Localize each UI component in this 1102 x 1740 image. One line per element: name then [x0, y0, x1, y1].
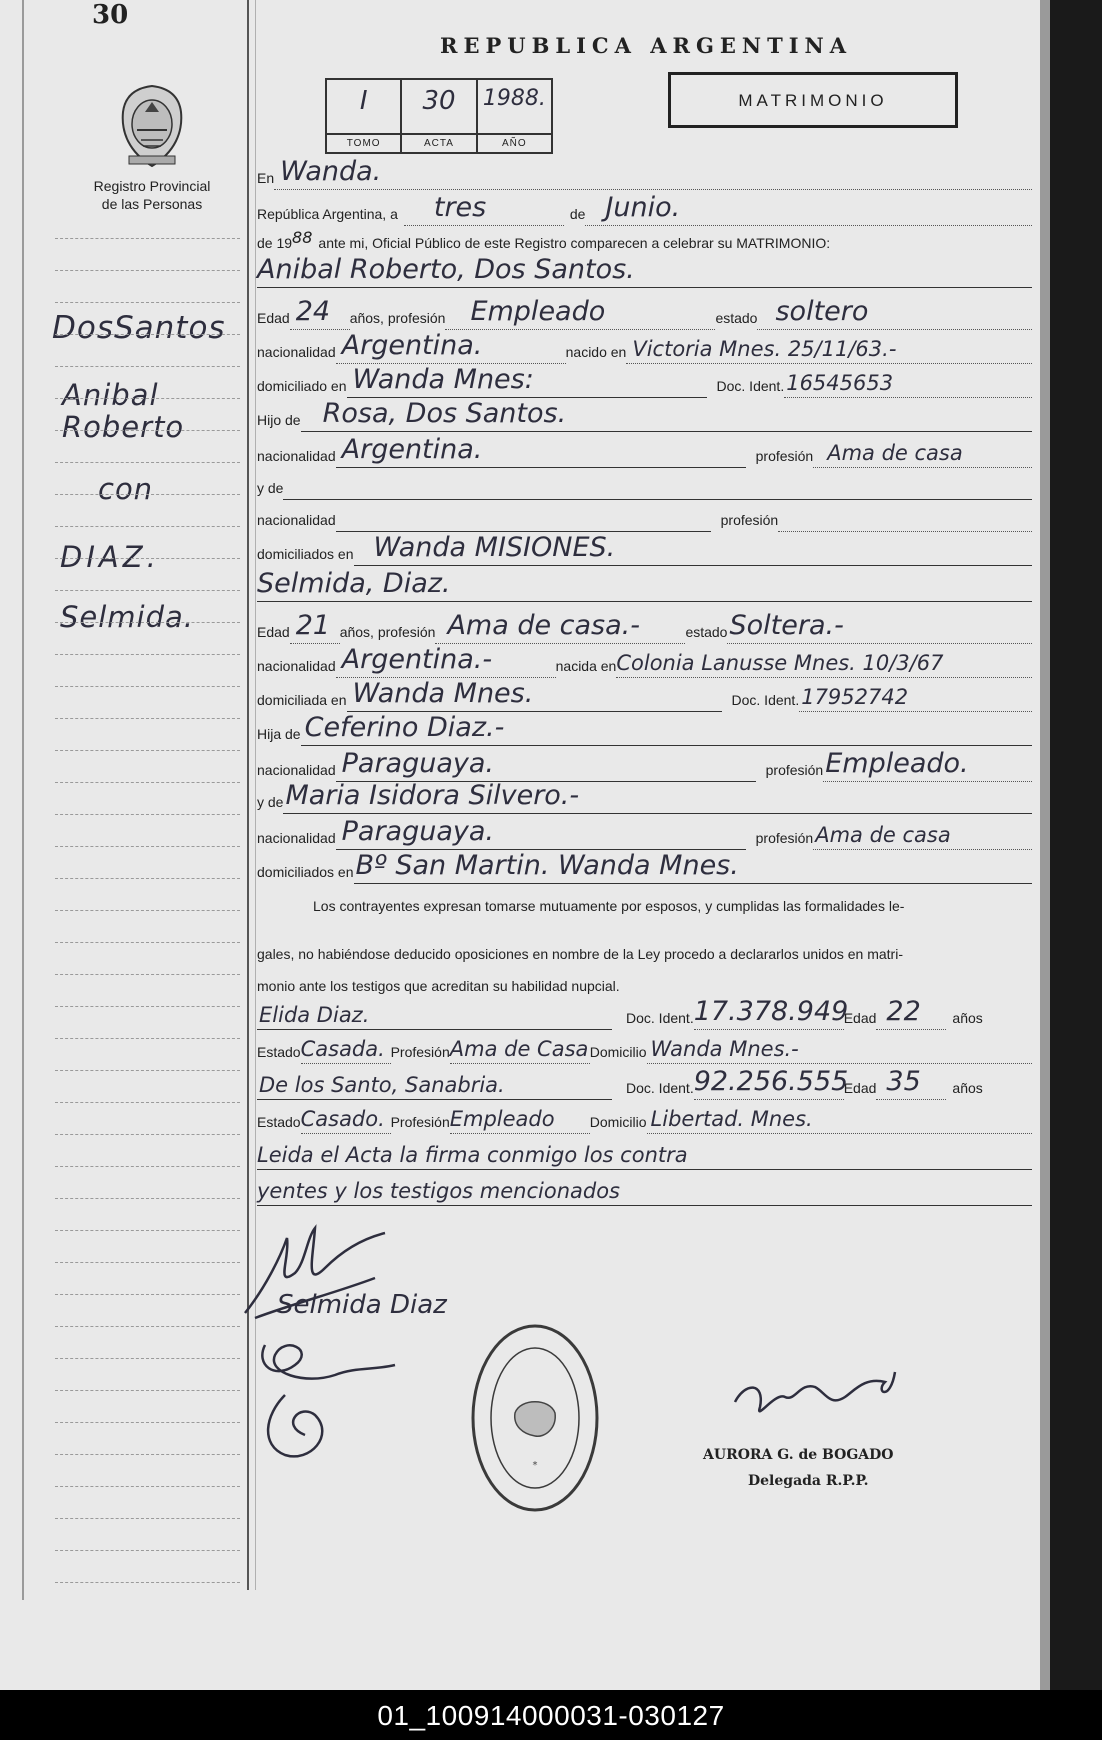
margin-note-surname: DosSantos [52, 310, 226, 346]
margin-note-given-2: Roberto [62, 410, 185, 444]
groom-parent2-nat-label: nacionalidad [257, 512, 336, 528]
witness1-age: 22 [886, 996, 921, 1027]
closing-note-line2: yentes y los testigos mencionados [257, 1179, 620, 1203]
groom-hijo-label: Hijo de [257, 412, 301, 428]
closing-note-line1: Leida el Acta la firma conmigo los contra [257, 1143, 688, 1167]
ano-value: 1988. [482, 86, 546, 111]
witness2-residence-field [647, 1104, 1032, 1134]
bride-anos-label: años, profesión [339, 624, 436, 640]
bride-age: 21 [295, 610, 331, 641]
place-row [257, 156, 1032, 190]
bride-father-nationality: Paraguaya. [341, 748, 495, 779]
groom-domiciliado-label: domiciliado en [257, 378, 347, 394]
certificate-form [255, 0, 1035, 1600]
margin-rule-line [55, 398, 240, 399]
bride-estado-label: estado [685, 624, 728, 640]
witness2-edad-label: Edad [843, 1080, 877, 1096]
groom-nacido-label: nacido en [565, 344, 627, 360]
year-prefix: de 19 [257, 235, 293, 251]
act-type-box: MATRIMONIO [668, 72, 958, 128]
bride-father-row [257, 712, 1032, 746]
groom-parent2-prof-field [778, 502, 1032, 532]
witness1-occupation: Ama de Casa [449, 1037, 589, 1061]
groom-father-row [257, 398, 1032, 432]
place-value: Wanda. [280, 156, 382, 187]
margin-rule-line [55, 1262, 240, 1263]
witness2-profesion-label: Profesión [390, 1114, 450, 1130]
witness1-estado-label: Estado [257, 1044, 301, 1060]
witness2-status: Casado. [300, 1107, 385, 1131]
declaration-line3: monio ante los testigos que acreditan su habilidad nupcial. [257, 978, 620, 994]
groom-parent2-nat-row [257, 502, 1032, 532]
witness2-anos-label: años [952, 1080, 983, 1096]
groom-estado-label: estado [715, 310, 758, 326]
bride-mother-row [257, 780, 1032, 814]
bride-edad-label: Edad [257, 624, 290, 640]
bride-domiciliada-label: domiciliada en [257, 692, 347, 708]
registry-label-line1: Registro Provincial [93, 178, 211, 194]
margin-rule-line [55, 1390, 240, 1391]
appearance-text: ante mi, Oficial Público de este Registro comparecen a celebrar su MATRIMONIO: [318, 235, 831, 251]
groom-parent1-occupation: Ama de casa [827, 441, 963, 465]
margin-rule-line [55, 270, 240, 271]
day-value: tres [433, 192, 487, 223]
bride-nationality-field [336, 644, 556, 678]
groom-age-row [257, 296, 1032, 330]
witness2-estado-label: Estado [257, 1114, 301, 1130]
registry-label [72, 177, 232, 213]
witness1-anos-label: años [952, 1010, 983, 1026]
bride-nacida-label: nacida en [555, 658, 617, 674]
margin-rule-line [55, 1294, 240, 1295]
margin-note-bride-surname: DIAZ. [60, 540, 160, 574]
year-suffix: 88 [292, 228, 313, 247]
margin-rule-line [55, 302, 240, 303]
ano-label: AÑO [478, 133, 551, 152]
official-name: AURORA G. de BOGADO [703, 1447, 894, 1463]
margin-rule-line [55, 814, 240, 815]
margin-rule-line [55, 622, 240, 623]
groom-name: Anibal Roberto, Dos Santos. [257, 254, 635, 285]
bride-name-row [257, 568, 1032, 602]
margin-rule-line [55, 462, 240, 463]
month-value: Junio. [605, 192, 681, 223]
declaration-line1: Los contrayentes expresan tomarse mutuamente por esposos, y cumplidas las formalidades le- [313, 898, 905, 914]
margin-rule-line [55, 430, 240, 431]
groom-doc-label: Doc. Ident. [716, 378, 785, 394]
groom-parent2-nat-field [336, 502, 711, 532]
tomo-cell [327, 80, 402, 152]
bride-residence-row [257, 678, 1032, 712]
bride-residence: Wanda Mnes. [352, 678, 534, 709]
tomo-value: I [359, 86, 368, 116]
margin-rule-line [55, 942, 240, 943]
witness2-domicilio-label: Domicilio [589, 1114, 647, 1130]
en-label: En [257, 170, 275, 186]
bride-doc: 17952742 [801, 685, 909, 709]
margin-rule-line [55, 1134, 240, 1135]
bride-mother-nat-row [257, 816, 1032, 850]
groom-parent2-row [257, 470, 1032, 500]
groom-age-field [290, 296, 350, 330]
tomo-label: TOMO [327, 133, 400, 152]
margin-note-given-1: Anibal [62, 378, 159, 412]
witness2-name-field [257, 1070, 612, 1100]
closing-note-line2-field [257, 1176, 1032, 1206]
closing-note-row2 [257, 1176, 1032, 1206]
witness2-detail-row [257, 1104, 1032, 1134]
margin-rule-line [55, 974, 240, 975]
groom-parent1-nat-label: nacionalidad [257, 448, 336, 464]
witness2-age-field [876, 1066, 946, 1100]
witness1-doc-field [693, 996, 849, 1030]
bride-occupation-field [435, 610, 685, 644]
svg-text:*: * [532, 1460, 538, 1471]
margin-note-connector: con [98, 472, 154, 506]
witness2-occupation: Empleado [449, 1107, 555, 1131]
bride-mother-nationality: Paraguaya. [341, 816, 495, 847]
bride-father-nat-field [336, 748, 756, 782]
groom-anos-label: años, profesión [349, 310, 446, 326]
acta-value: 30 [422, 86, 456, 116]
groom-residence-field [347, 364, 707, 398]
margin-rule-line [55, 718, 240, 719]
bride-father-prof-label: profesión [765, 762, 824, 778]
margin-rule-line [55, 1486, 240, 1487]
bride-father-occupation: Empleado. [825, 748, 969, 779]
groom-parents-residence: Wanda MISIONES. [373, 532, 616, 563]
groom-status-field [757, 296, 1032, 330]
groom-nationality-field [336, 330, 566, 364]
margin-rule-line [55, 878, 240, 879]
witness1-name-field [257, 1000, 612, 1030]
registration-box [325, 78, 553, 154]
bride-doc-label: Doc. Ident. [731, 692, 800, 708]
witness1-domicilio-label: Domicilio [589, 1044, 647, 1060]
witness2-occupation-field [450, 1104, 590, 1134]
groom-name-row [257, 254, 1032, 288]
witness1-profesion-label: Profesión [390, 1044, 450, 1060]
bride-name-field [257, 568, 1032, 602]
margin-rule-line [55, 238, 240, 239]
bride-nationality: Argentina.- [341, 644, 493, 675]
date-row [257, 192, 1032, 226]
groom-parent1-prof-label: profesión [755, 448, 814, 464]
bride-father-field [301, 712, 1032, 746]
groom-father-field [301, 398, 1032, 432]
bride-mother-field [283, 780, 1032, 814]
witness2-doc: 92.256.555 [693, 1066, 849, 1097]
bride-father-prof-field [823, 748, 1032, 782]
witness1-name: Elida Diaz. [259, 1003, 370, 1027]
groom-residence-row [257, 364, 1032, 398]
margin-rule-line [55, 1102, 240, 1103]
margin-rule-line [55, 1006, 240, 1007]
margin-rule-line [55, 526, 240, 527]
margin-rule-line [55, 846, 240, 847]
bride-status: Soltera.- [729, 610, 844, 641]
bride-parents-residence-row [257, 850, 1032, 884]
groom-nacionalidad-label: nacionalidad [257, 344, 336, 360]
bride-father-nat-label: nacionalidad [257, 762, 336, 778]
bride-status-field [727, 610, 1032, 644]
witness1-age-field [876, 996, 946, 1030]
witness2-age: 35 [886, 1066, 921, 1097]
margin-rule-line [55, 494, 240, 495]
witness2-name: De los Santo, Sanabria. [259, 1073, 505, 1097]
bride-nacionalidad-label: nacionalidad [257, 658, 336, 674]
groom-nationality-row [257, 330, 1032, 364]
coat-of-arms-icon [115, 82, 189, 170]
witness2-status-field [301, 1104, 391, 1134]
bride-nationality-row [257, 644, 1032, 678]
de-label: de [569, 206, 586, 222]
bride-signature: Selmida Diaz [277, 1290, 447, 1320]
registry-label-line2: de las Personas [101, 196, 203, 212]
year-row [257, 228, 1032, 255]
page-number: 30 [92, 0, 129, 30]
margin-rule-line [55, 1166, 240, 1167]
margin-rule-line [55, 590, 240, 591]
bride-mother-prof-field [813, 820, 1032, 850]
official-signature-icon [725, 1352, 905, 1432]
groom-residence: Wanda Mnes: [352, 364, 534, 395]
margin-rule-line [55, 1038, 240, 1039]
bride-birth: Colonia Lanusse Mnes. 10/3/67 [616, 651, 944, 675]
margin-rule-line [55, 1326, 240, 1327]
groom-birth-field [626, 334, 1032, 364]
official-title: Delegada R.P.P. [748, 1473, 869, 1489]
bride-occupation: Ama de casa.- [447, 610, 640, 641]
bride-doc-field [799, 682, 1032, 712]
acta-cell [402, 80, 477, 152]
groom-doc: 16545653 [786, 371, 894, 395]
declaration-line2: gales, no habiéndose deducido oposiciones en nombre de la Ley procedo a declararlos unidos en matri- [257, 946, 903, 962]
groom-birth: Victoria Mnes. 25/11/63.- [632, 337, 897, 361]
witness1-occupation-field [450, 1034, 590, 1064]
groom-status: soltero [775, 296, 869, 327]
margin-rule-line [55, 1582, 240, 1583]
margin-rule-line [55, 558, 240, 559]
groom-parents-residence-row [257, 532, 1032, 566]
bride-mother-prof-label: profesión [755, 830, 814, 846]
groom-doc-field [784, 368, 1032, 398]
margin-rule-line [55, 686, 240, 687]
month-field [585, 192, 1032, 226]
bride-mother: Maria Isidora Silvero.- [285, 780, 580, 811]
witness-signatures-icon [245, 1325, 425, 1465]
bride-y-de-label: y de [257, 794, 284, 810]
margin-rule-line [55, 334, 240, 335]
closing-note-row1 [257, 1140, 1032, 1170]
day-field [404, 192, 564, 226]
witness1-edad-label: Edad [843, 1010, 877, 1026]
margin-rule-line [55, 1518, 240, 1519]
bride-birth-field [616, 648, 1032, 678]
republica-label: República Argentina, a [257, 206, 398, 222]
margin-rule-line [55, 654, 240, 655]
bride-age-field [290, 610, 340, 644]
footer-code: 01_100914000031-030127 [377, 1700, 725, 1731]
margin-rule-line [55, 1454, 240, 1455]
witness1-row [257, 996, 1032, 1030]
witness1-status-field [301, 1034, 391, 1064]
groom-age: 24 [295, 296, 331, 327]
groom-parent1-row [257, 434, 1032, 468]
groom-parents-residence-field [354, 532, 1033, 566]
closing-note-line1-field [257, 1140, 1032, 1170]
margin-rule-line [55, 1230, 240, 1231]
margin-note-bride-given: Selmida. [60, 600, 195, 634]
bride-hija-label: Hija de [257, 726, 301, 742]
bride-residence-field [347, 678, 722, 712]
margin-rule-line [55, 1358, 240, 1359]
bride-father-nat-row [257, 748, 1032, 782]
margin-left-rule [22, 0, 24, 1600]
bride-mother-nat-label: nacionalidad [257, 830, 336, 846]
acta-label: ACTA [402, 133, 475, 152]
witness2-doc-label: Doc. Ident. [626, 1080, 694, 1096]
bride-father: Ceferino Diaz.- [304, 712, 505, 743]
groom-name-field [257, 254, 1032, 288]
groom-father: Rosa, Dos Santos. [322, 398, 567, 429]
page-edge [1040, 0, 1102, 1690]
margin-rule-line [55, 1422, 240, 1423]
groom-parent1-nat-field [336, 434, 746, 468]
bride-domiciliados-label: domiciliados en [257, 864, 354, 880]
witness2-residence: Libertad. Mnes. [650, 1107, 813, 1131]
page-edge-strip [1040, 0, 1050, 1690]
groom-parent1-nationality: Argentina. [341, 434, 483, 465]
groom-occupation-field [445, 296, 715, 330]
groom-occupation: Empleado [470, 296, 606, 327]
margin-rule-line [55, 366, 240, 367]
margin-rule-line [55, 910, 240, 911]
bride-age-row [257, 610, 1032, 644]
witness1-status: Casada. [300, 1037, 385, 1061]
bride-mother-nat-field [336, 816, 746, 850]
margin-column [0, 0, 245, 1600]
margin-rule-line [55, 1198, 240, 1199]
margin-rule-line [55, 782, 240, 783]
groom-parent2-prof-label: profesión [720, 512, 779, 528]
witness1-detail-row [257, 1034, 1032, 1064]
place-field [274, 156, 1032, 190]
margin-rule-line [55, 1070, 240, 1071]
groom-parent1-prof-field [813, 438, 1032, 468]
margin-rule-line [55, 1550, 240, 1551]
witness1-doc-label: Doc. Ident. [626, 1010, 694, 1026]
groom-domiciliados-label: domiciliados en [257, 546, 354, 562]
witness2-row [257, 1066, 1032, 1100]
ano-cell [478, 80, 551, 152]
bride-name: Selmida, Diaz. [257, 568, 451, 599]
bride-parents-residence-field [354, 850, 1033, 884]
witness2-doc-field [693, 1066, 849, 1100]
bride-mother-occupation: Ama de casa [815, 823, 951, 847]
groom-edad-label: Edad [257, 310, 290, 326]
witness1-residence: Wanda Mnes.- [650, 1037, 799, 1061]
groom-nationality: Argentina. [341, 330, 483, 361]
groom-y-de-label: y de [257, 480, 284, 496]
margin-rule-line [55, 750, 240, 751]
bride-parents-residence: Bº San Martin. Wanda Mnes. [355, 850, 739, 881]
official-seal-icon [465, 1318, 605, 1518]
witness1-doc: 17.378.949 [693, 996, 849, 1027]
groom-parent2-field [283, 470, 1032, 500]
country-title: REPUBLICA ARGENTINA [440, 33, 853, 58]
witness1-residence-field [647, 1034, 1032, 1064]
